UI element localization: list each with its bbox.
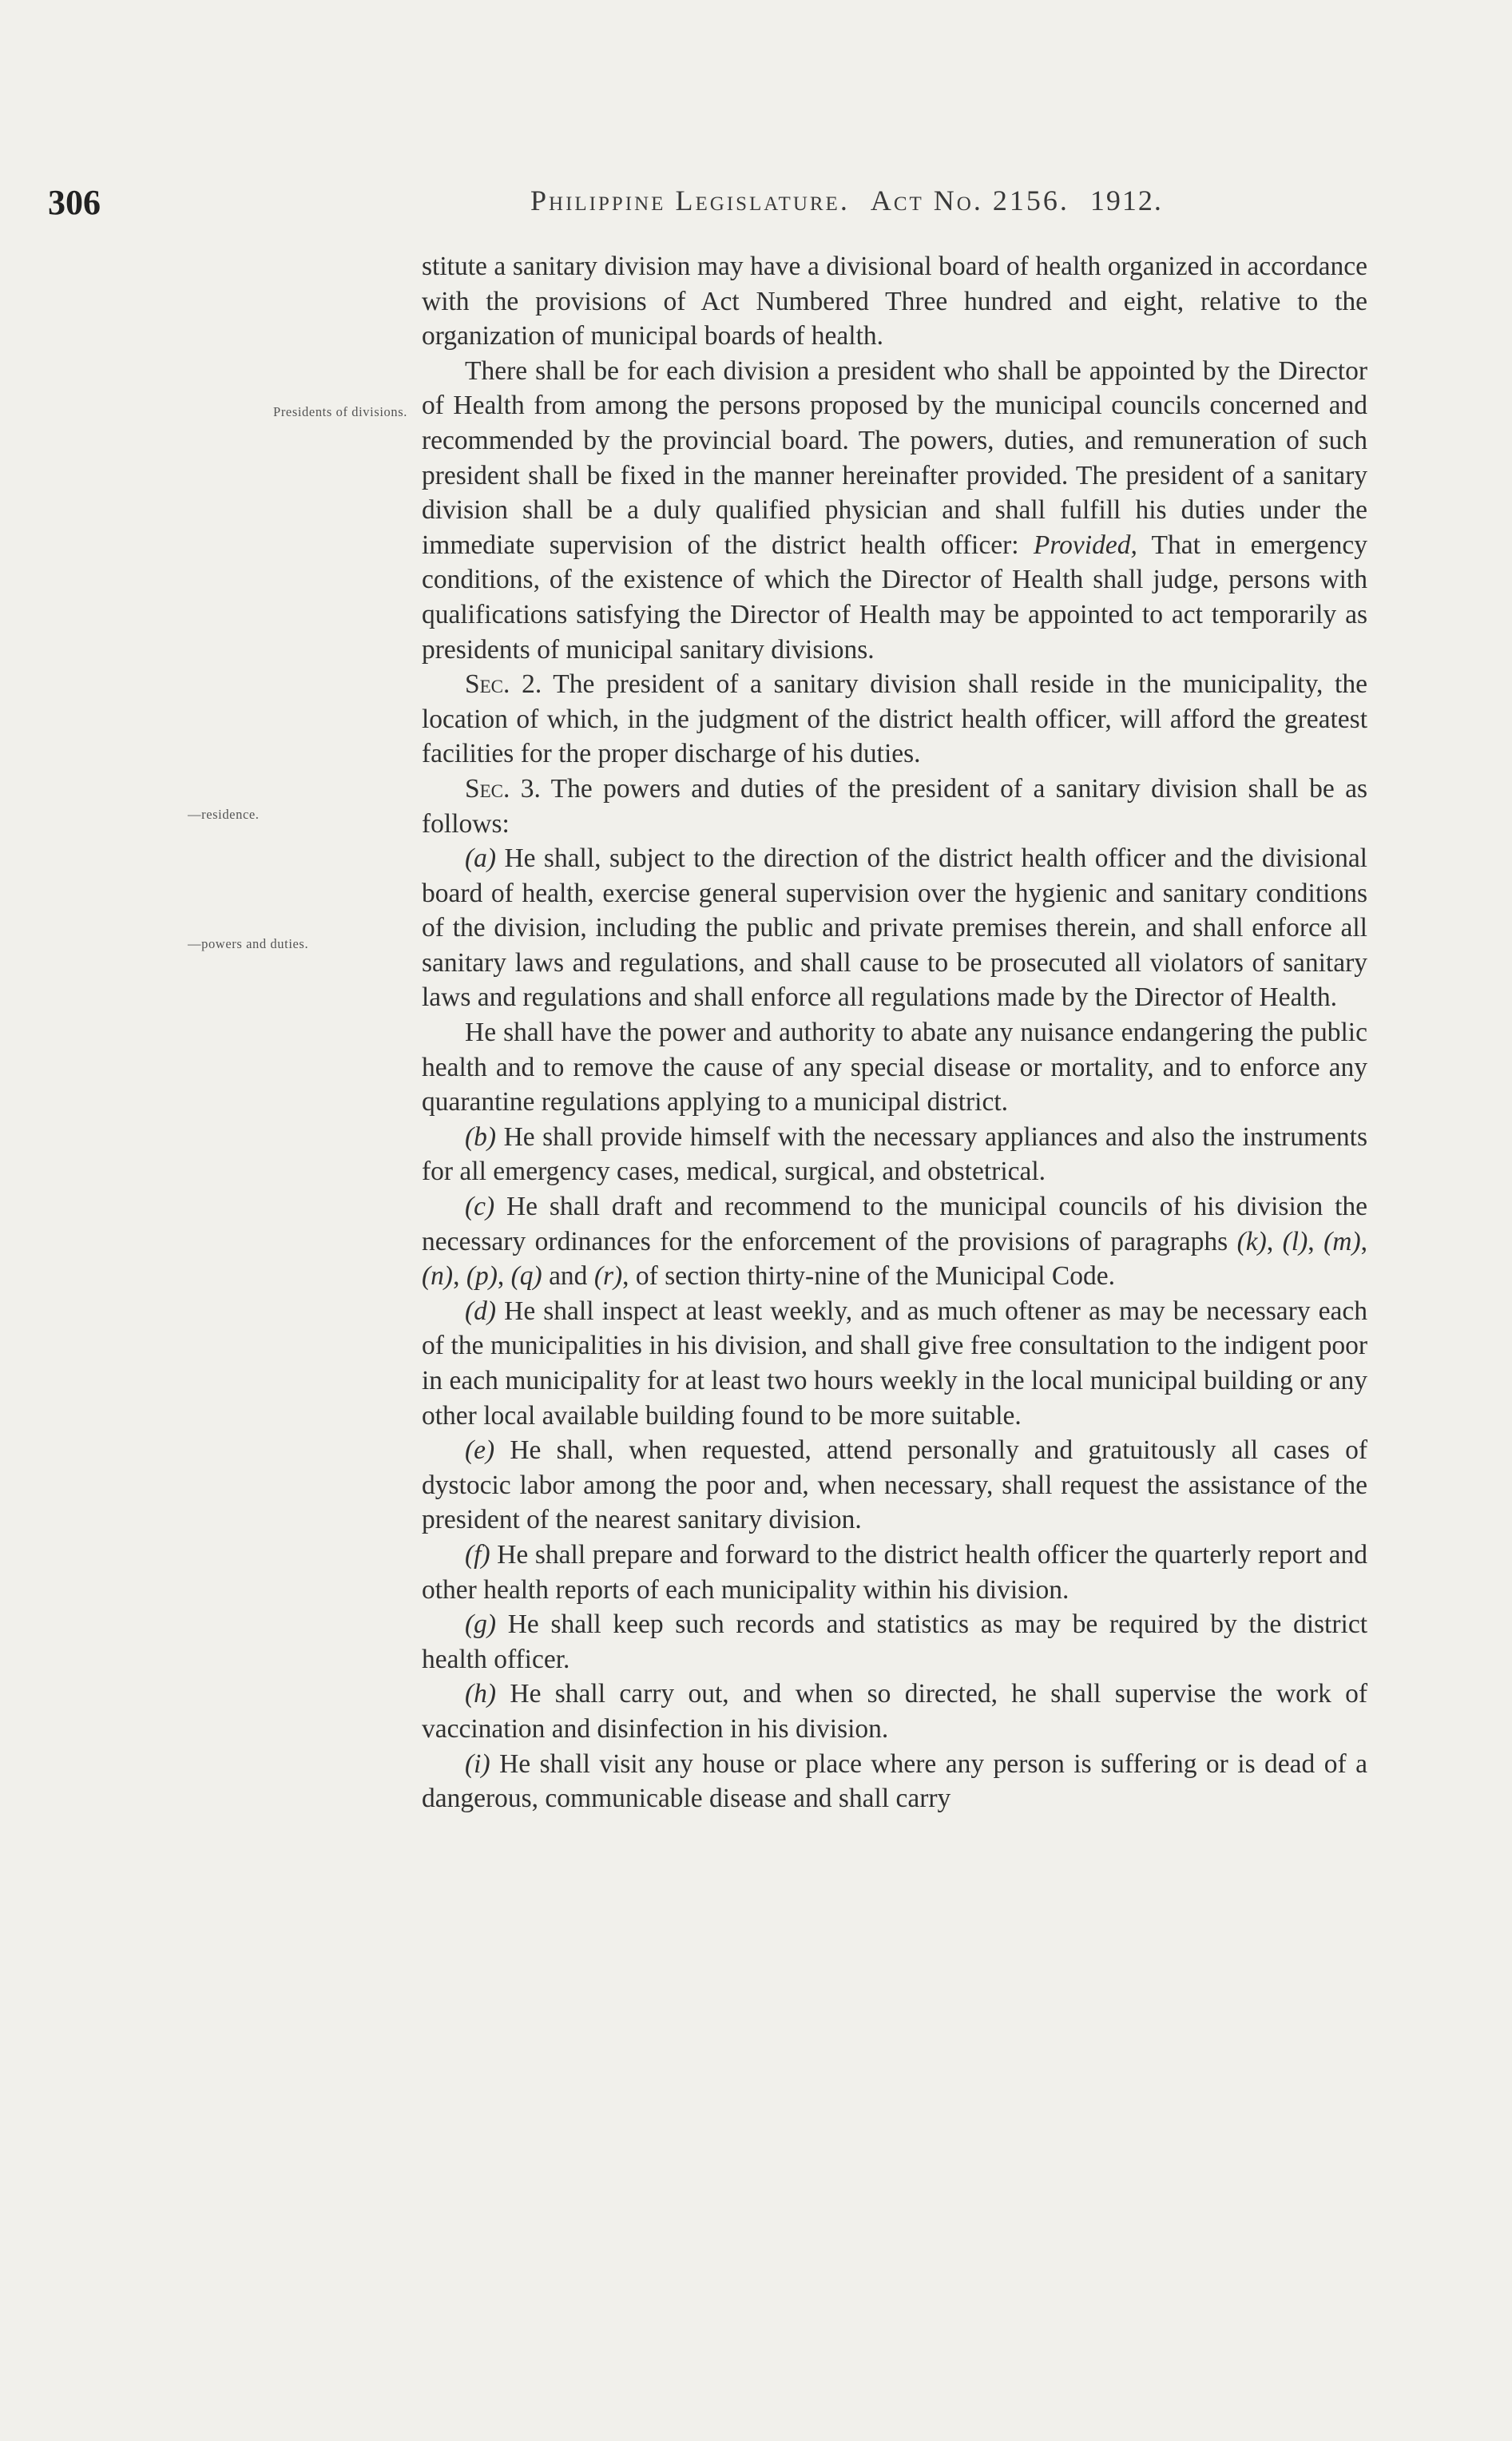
publication-title: Philippine Legislature. [530,185,850,216]
sidenote-powers: —powers and duties. [188,936,309,951]
clause-a: (a) He shall, subject to the direction of the district health officer and the divisional board of health, exercise general supervision over the hygienic and sanitary conditions of the division, including the public and private premises therein, and shall enforce all sanitary laws and regulations, and shall cause to be prosecuted all violators of sanitary laws and regulations and shall enforce all regulations made by the Director of Health. [422,843,1367,1013]
paragraph-presidents: There shall be for each division a president who shall be appointed by the Director of Health from among the persons proposed by the municipal councils concerned and recommended by the provincial board. The powers, duties, and remuneration of such president shall be fixed in the manner hereinafter provided. The president of a sanitary division shall be a duly qualified physician and shall fulfill his duties under the immediate supervision of the district health officer: Provided, That in emergency conditions, of the existence of which the Director of Health shall judge, persons with qualifications satisfying the Director of Health may be appointed to act temporarily as presidents of municipal sanitary divisions. [422,355,1368,665]
paragraph-continuation: stitute a sanitary division may have a divisional board of health organized in accordance with the provisions of Act Numbered Three hundred and eight, relative to the organization of municipal boards of health. [422,252,1367,351]
year: 1912. [1089,185,1163,216]
running-head [530,184,1163,217]
proviso-italic: Provided, [1033,530,1137,560]
clause-c: (c) He shall draft and recommend to the municipal councils of his division the necessary ordinances for the enforcement of the provisions of paragraphs (k), (l), (m), (n), (p), (q) and (r), of section thirty-nine of the Municipal Code. [422,1192,1368,1292]
page-number: 306 [48,183,101,222]
page-header [48,182,1262,238]
clause-i: (i) He shall visit any house or place where any person is suffering or is dead of a dangerous, communicable disease and shall carry [422,1748,1367,1814]
clause-b: (b) He shall provide himself with the necessary appliances and also the instruments for all emergency cases, medical, surgical, and obstetrical. [422,1121,1367,1187]
section-label: Sec. 3. [465,773,541,804]
clause-h: (h) He shall carry out, and when so directed, he shall supervise the work of vaccination and disinfection in his division. [422,1679,1367,1744]
clause-a-continued: He shall have the power and authority to abate any nuisance endangering the public health and to remove the cause of any special disease or mortality, and to enforce any quarantine regulations applying to a municipal district. [422,1018,1367,1117]
body-text [422,249,1367,1816]
clause-f: (f) He shall prepare and forward to the district health officer the quarterly report and other health reports of each municipality within his division. [422,1539,1367,1605]
clause-g: (g) He shall keep such records and statistics as may be required by the district health officer. [422,1609,1367,1674]
sidenote-residence: —residence. [188,807,260,822]
section-3: Sec. 3. The powers and duties of the president of a sanitary division shall be as follows: [422,773,1367,839]
act-number: Act No. 2156. [870,185,1070,216]
section-label: Sec. 2. [465,669,542,700]
clause-d: (d) He shall inspect at least weekly, and as much oftener as may be necessary each of the municipalities in his division, and shall give free consultation to the indigent poor in each municipality for at least two hours weekly in the local municipal building or any other local available building found to be more suitable. [422,1296,1367,1431]
clause-e: (e) He shall, when requested, attend personally and gratuitously all cases of dystocic labor among the poor and, when necessary, shall request the assistance of the president of the nearest sanitary division. [422,1435,1367,1535]
section-2: Sec. 2. The president of a sanitary division shall reside in the municipality, the location of which, in the judgment of the district health officer, will afford the greatest facilities for the proper discharge of his duties. [422,669,1367,769]
sidenote-presidents: Presidents of divisions. [273,404,407,419]
